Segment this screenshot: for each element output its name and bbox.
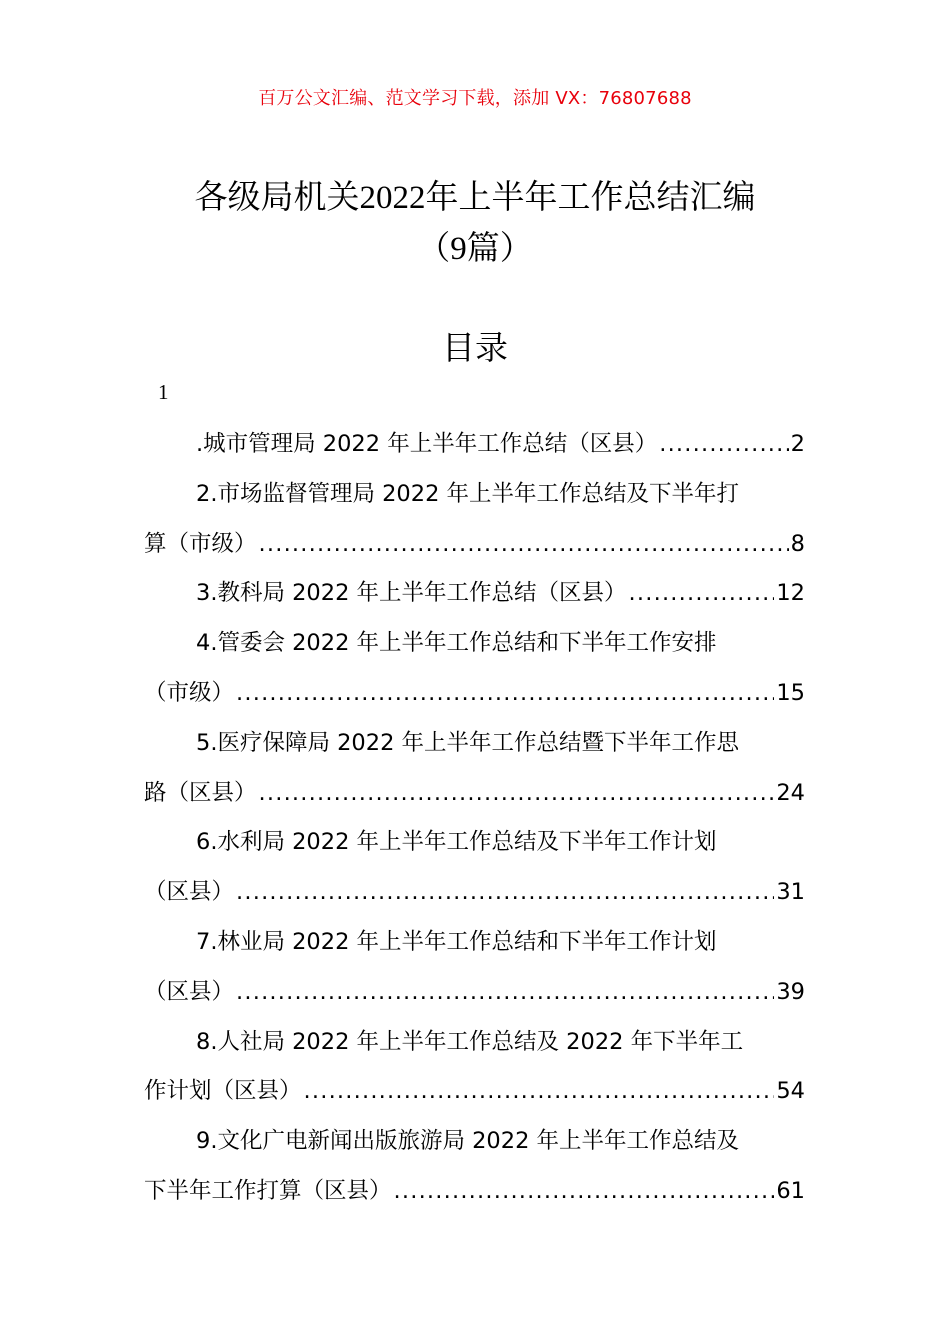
toc-entry-line [144, 619, 805, 669]
toc-entry-title: 2.市场监督管理局 2022 年上半年工作总结及下半年打 [196, 480, 740, 507]
toc-entry-line [144, 968, 805, 1018]
toc-leader-dots [304, 1067, 775, 1117]
toc-entry-line [144, 918, 805, 968]
toc-entry-page: 2 [790, 431, 805, 457]
toc-entry[interactable] [144, 470, 805, 570]
toc-entry-title-continued: （市级） [144, 679, 235, 706]
toc-leader-dots [394, 1167, 775, 1217]
toc-entry-title-continued: 路（区县） [144, 779, 257, 806]
toc-entry-line [144, 1167, 805, 1217]
document-title-line-2: （9篇） [417, 228, 533, 267]
toc-entry[interactable] [144, 569, 805, 619]
toc-entry-title-continued: （区县） [144, 978, 235, 1005]
toc-entry-line [144, 1018, 805, 1068]
toc-entry-title-continued: 作计划（区县） [144, 1078, 302, 1105]
table-of-contents [144, 420, 805, 1217]
toc-entry-page: 24 [776, 779, 805, 806]
toc-entry-title-continued: 算（市级） [144, 530, 257, 557]
toc-entry[interactable] [144, 818, 805, 918]
stray-number: 1 [158, 380, 169, 404]
toc-entry[interactable] [144, 918, 805, 1018]
promo-banner [0, 84, 950, 110]
toc-entry[interactable] [144, 1018, 805, 1118]
toc-entry-line [144, 569, 805, 619]
toc-entry-line [144, 868, 805, 918]
toc-entry-title: 5.医疗保障局 2022 年上半年工作总结暨下半年工作思 [196, 729, 740, 756]
toc-heading: 目录 [442, 328, 508, 367]
toc-entry-line [144, 669, 805, 719]
toc-entry-title: 8.人社局 2022 年上半年工作总结及 2022 年下半年工 [196, 1028, 744, 1055]
toc-entry-title: 6.水利局 2022 年上半年工作总结及下半年工作计划 [196, 829, 717, 856]
toc-entry-page: 15 [776, 679, 805, 706]
toc-entry-page: 31 [776, 879, 805, 906]
toc-entry-title: 9.文化广电新闻出版旅游局 2022 年上半年工作总结及 [196, 1128, 740, 1155]
toc-leader-dots [236, 868, 774, 918]
toc-leader-dots [259, 520, 789, 570]
toc-entry[interactable] [144, 719, 805, 819]
toc-entry-title: 3.教科局 2022 年上半年工作总结（区县） [196, 580, 627, 607]
toc-entry-title: 4.管委会 2022 年上半年工作总结和下半年工作安排 [196, 630, 717, 657]
toc-entry-line [144, 769, 805, 819]
toc-entry-page: 54 [776, 1078, 805, 1105]
toc-entry-line [144, 818, 805, 868]
toc-leader-dots [236, 968, 774, 1018]
toc-entry[interactable] [144, 1117, 805, 1217]
toc-entry-line [144, 520, 805, 570]
toc-entry-title-continued: 下半年工作打算（区县） [144, 1177, 392, 1204]
toc-entry-title: 7.林业局 2022 年上半年工作总结和下半年工作计划 [196, 928, 717, 955]
toc-entry-line [144, 1067, 805, 1117]
promo-banner-text: 百万公文汇编、范文学习下载，添加 VX：76807688 [258, 88, 692, 109]
document-title [0, 172, 950, 274]
toc-entry-line [144, 470, 805, 520]
toc-entry-line [144, 420, 805, 470]
toc-leader-dots [659, 420, 788, 470]
toc-leader-dots [259, 769, 775, 819]
toc-entry-line [144, 1117, 805, 1167]
toc-entry-line [144, 719, 805, 769]
toc-leader-dots [629, 569, 775, 619]
toc-entry-page: 61 [776, 1177, 805, 1204]
toc-entry-page: 39 [776, 978, 805, 1005]
toc-entry[interactable] [144, 619, 805, 719]
toc-entry-title: .城市管理局 2022 年上半年工作总结（区县） [196, 431, 658, 457]
toc-entry-page: 8 [790, 530, 805, 557]
toc-leader-dots [236, 669, 774, 719]
toc-entry[interactable] [144, 420, 805, 470]
toc-entry-title-continued: （区县） [144, 879, 235, 906]
toc-entry-page: 12 [776, 580, 805, 607]
document-title-line-1: 各级局机关2022年上半年工作总结汇编 [194, 177, 756, 216]
